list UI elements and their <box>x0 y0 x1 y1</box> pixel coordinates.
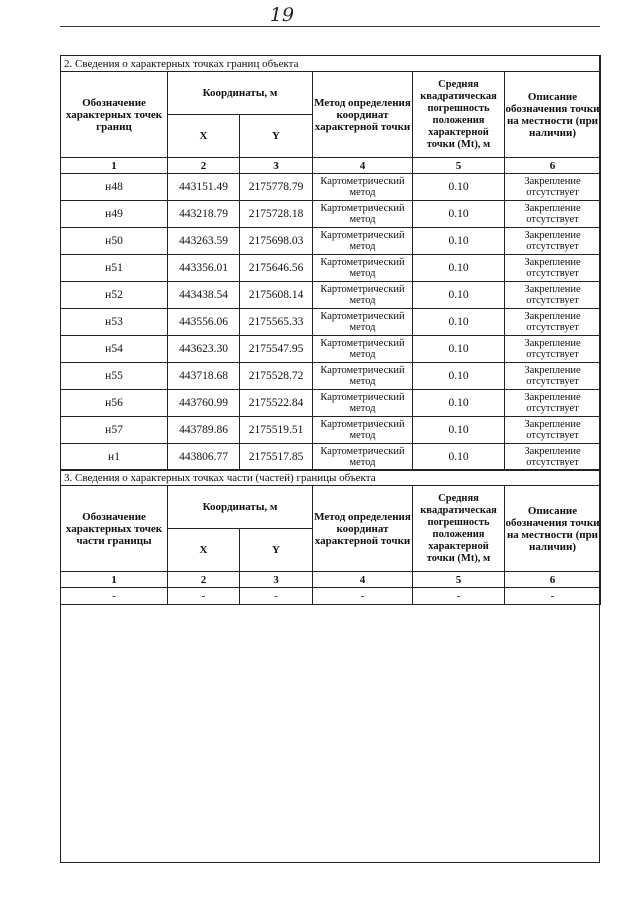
point-designation: н54 <box>61 336 168 363</box>
accuracy-cell: 0.10 <box>413 228 505 255</box>
coordinate-x: 443718.68 <box>168 363 240 390</box>
description-cell: Закрепление отсутствует <box>505 390 601 417</box>
method-cell: Картометрический метод <box>313 255 413 282</box>
empty-cell: - <box>61 588 168 605</box>
column-number: 1 <box>61 572 168 588</box>
method-cell: Картометрический метод <box>313 363 413 390</box>
point-designation: н57 <box>61 417 168 444</box>
table-row <box>61 201 601 228</box>
section-title-row <box>61 56 601 72</box>
section-title-row <box>61 470 601 486</box>
table-row <box>61 390 601 417</box>
top-rule <box>60 26 600 27</box>
description-cell: Закрепление отсутствует <box>505 363 601 390</box>
coordinate-y: 2175522.84 <box>240 390 313 417</box>
description-cell: Закрепление отсутствует <box>505 417 601 444</box>
coordinate-y: 2175698.03 <box>240 228 313 255</box>
column-number: 6 <box>505 572 601 588</box>
header-x: X <box>168 115 240 158</box>
method-cell: Картометрический метод <box>313 282 413 309</box>
table-body <box>61 174 601 471</box>
accuracy-cell: 0.10 <box>413 282 505 309</box>
header-row <box>61 486 601 529</box>
coordinate-y: 2175528.72 <box>240 363 313 390</box>
header-coordinates: Координаты, м <box>168 72 313 115</box>
empty-cell: - <box>168 588 240 605</box>
empty-cell: - <box>505 588 601 605</box>
header-method: Метод определения координат характерной точки <box>313 72 413 158</box>
point-designation: н55 <box>61 363 168 390</box>
coordinate-y: 2175519.51 <box>240 417 313 444</box>
accuracy-cell: 0.10 <box>413 417 505 444</box>
coordinate-y: 2175517.85 <box>240 444 313 471</box>
table-row <box>61 309 601 336</box>
empty-cell: - <box>313 588 413 605</box>
header-designation: Обозначение характерных точек границ <box>61 72 168 158</box>
table-row <box>61 174 601 201</box>
header-x: X <box>168 529 240 572</box>
method-cell: Картометрический метод <box>313 417 413 444</box>
coordinate-x: 443263.59 <box>168 228 240 255</box>
table-row <box>61 228 601 255</box>
coordinate-x: 443556.06 <box>168 309 240 336</box>
description-cell: Закрепление отсутствует <box>505 255 601 282</box>
accuracy-cell: 0.10 <box>413 363 505 390</box>
part-boundary-points-table <box>60 469 601 605</box>
column-number: 1 <box>61 158 168 174</box>
column-number: 3 <box>240 572 313 588</box>
method-cell: Картометрический метод <box>313 390 413 417</box>
coordinate-x: 443789.86 <box>168 417 240 444</box>
header-y: Y <box>240 115 313 158</box>
column-number: 2 <box>168 158 240 174</box>
description-cell: Закрепление отсутствует <box>505 282 601 309</box>
column-numbers-row <box>61 572 601 588</box>
coordinate-x: 443760.99 <box>168 390 240 417</box>
description-cell: Закрепление отсутствует <box>505 309 601 336</box>
coordinate-y: 2175728.18 <box>240 201 313 228</box>
table-row <box>61 336 601 363</box>
table-row <box>61 417 601 444</box>
page-number: 19 <box>269 4 295 26</box>
coordinate-x: 443623.30 <box>168 336 240 363</box>
column-number: 3 <box>240 158 313 174</box>
accuracy-cell: 0.10 <box>413 444 505 471</box>
point-designation: н52 <box>61 282 168 309</box>
accuracy-cell: 0.10 <box>413 201 505 228</box>
column-number: 5 <box>413 158 505 174</box>
column-number: 5 <box>413 572 505 588</box>
point-designation: н56 <box>61 390 168 417</box>
coordinate-y: 2175646.56 <box>240 255 313 282</box>
header-designation: Обозначение характерных точек части границы <box>61 486 168 572</box>
accuracy-cell: 0.10 <box>413 255 505 282</box>
point-designation: н50 <box>61 228 168 255</box>
point-designation: н49 <box>61 201 168 228</box>
method-cell: Картометрический метод <box>313 309 413 336</box>
section-3-title: 3. Сведения о характерных точках части (частей) границы объекта <box>61 470 601 486</box>
coordinate-x: 443356.01 <box>168 255 240 282</box>
coordinate-y: 2175565.33 <box>240 309 313 336</box>
section-2-title: 2. Сведения о характерных точках границ объекта <box>61 56 601 72</box>
table-row <box>61 255 601 282</box>
table-row <box>61 282 601 309</box>
coordinate-x: 443438.54 <box>168 282 240 309</box>
boundary-points-table <box>60 55 601 471</box>
column-numbers-row <box>61 158 601 174</box>
coordinate-x: 443151.49 <box>168 174 240 201</box>
point-designation: н51 <box>61 255 168 282</box>
empty-cell: - <box>240 588 313 605</box>
accuracy-cell: 0.10 <box>413 390 505 417</box>
empty-cell: - <box>413 588 505 605</box>
coordinate-x: 443218.79 <box>168 201 240 228</box>
header-description: Описание обозначения точки на местности (при наличии) <box>505 486 601 572</box>
header-description: Описание обозначения точки на местности (при наличии) <box>505 72 601 158</box>
coordinate-y: 2175778.79 <box>240 174 313 201</box>
method-cell: Картометрический метод <box>313 336 413 363</box>
description-cell: Закрепление отсутствует <box>505 201 601 228</box>
column-number: 2 <box>168 572 240 588</box>
method-cell: Картометрический метод <box>313 201 413 228</box>
header-y: Y <box>240 529 313 572</box>
point-designation: н48 <box>61 174 168 201</box>
accuracy-cell: 0.10 <box>413 309 505 336</box>
point-designation: н53 <box>61 309 168 336</box>
description-cell: Закрепление отсутствует <box>505 174 601 201</box>
table-row-empty <box>61 588 601 605</box>
coordinate-x: 443806.77 <box>168 444 240 471</box>
table-row <box>61 363 601 390</box>
column-number: 6 <box>505 158 601 174</box>
coordinate-y: 2175547.95 <box>240 336 313 363</box>
method-cell: Картометрический метод <box>313 228 413 255</box>
column-number: 4 <box>313 572 413 588</box>
point-designation: н1 <box>61 444 168 471</box>
column-number: 4 <box>313 158 413 174</box>
accuracy-cell: 0.10 <box>413 174 505 201</box>
header-method: Метод определения координат характерной точки <box>313 486 413 572</box>
header-row <box>61 72 601 115</box>
table-row <box>61 444 601 471</box>
method-cell: Картометрический метод <box>313 444 413 471</box>
description-cell: Закрепление отсутствует <box>505 336 601 363</box>
description-cell: Закрепление отсутствует <box>505 228 601 255</box>
header-coordinates: Координаты, м <box>168 486 313 529</box>
description-cell: Закрепление отсутствует <box>505 444 601 471</box>
header-accuracy: Средняя квадратическая погрешность положения характерной точки (Mt), м <box>413 72 505 158</box>
header-accuracy: Средняя квадратическая погрешность положения характерной точки (Mt), м <box>413 486 505 572</box>
method-cell: Картометрический метод <box>313 174 413 201</box>
coordinate-y: 2175608.14 <box>240 282 313 309</box>
accuracy-cell: 0.10 <box>413 336 505 363</box>
